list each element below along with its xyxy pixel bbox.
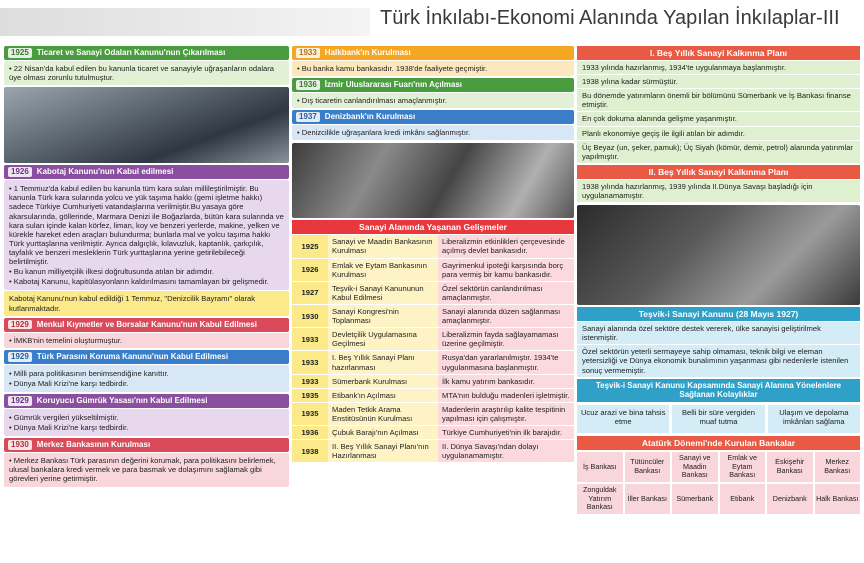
event-name: Teşvik-i Sanayi Kanununun Kabul Edilmesi	[328, 282, 438, 304]
event-year: 1935	[292, 389, 328, 402]
section-header	[292, 78, 574, 92]
event-row	[292, 351, 574, 373]
event-year: 1933	[292, 328, 328, 350]
section-header	[292, 110, 574, 124]
event-desc: Türkiye Cumhuriyeti'nin ilk barajıdır.	[438, 426, 574, 439]
event-year: 1925	[292, 235, 328, 257]
paragraph: • Kabotaj Kanunu, kapitülasyonların kaldırılmasını tamamlayan bir gelişmedir.	[9, 277, 269, 287]
year: 1930	[8, 440, 32, 450]
year: 1926	[8, 167, 32, 177]
event-name: Maden Tetkik Arama Enstitüsünün Kurulması	[328, 403, 438, 425]
event-year: 1930	[292, 305, 328, 327]
event-name: Sanayi Kongresi'nin Toplanması	[328, 305, 438, 327]
title-banner	[0, 8, 370, 36]
event-name: Devletçilik Uygulamasına Geçilmesi	[328, 328, 438, 350]
section-header	[4, 438, 289, 452]
event-name: Sanayi ve Maadin Bankasının Kurulması	[328, 235, 438, 257]
event-name: Emlak ve Eytam Bankasının Kurulması	[328, 259, 438, 281]
section-text: • Dış ticaretin canlandırılması amaçlanmıştır.	[292, 93, 574, 108]
event-desc: Madenlerin araştırılıp kalite tespitinin yapılması için çalışmıştır.	[438, 403, 574, 425]
event-row	[292, 389, 574, 402]
section-text: • Bu banka kamu bankasıdır. 1938'de faaliyete geçmiştir.	[292, 61, 574, 76]
section-body	[4, 409, 289, 436]
year: 1937	[296, 112, 320, 122]
event-name: II. Beş Yıllık Sanayi Planı'nın Hazırlanması	[328, 440, 438, 462]
section-title: Kabotaj Kanunu'nun Kabul edilmesi	[36, 167, 174, 177]
event-desc: Sanayi alanında düzen sağlanması amaçlanmıştır.	[438, 305, 574, 327]
event-name: Sümerbank Kurulması	[328, 375, 438, 388]
tesvik-title: Teşvik-i Sanayi Kanunu (28 Mayıs 1927)	[577, 307, 860, 321]
section-text: • 22 Nisan'da kabul edilen bu kanunla ticaret ve sanayiyle uğraşanların odalara üye olması zorunlu tutulmuştur.	[4, 61, 289, 85]
section-header	[4, 350, 289, 364]
section-title: Menkul Kıymetler ve Borsalar Kanunu'nun Kabul Edilmesi	[36, 319, 257, 329]
section-title: Halkbank'ın Kurulması	[324, 48, 411, 58]
year: 1933	[296, 48, 320, 58]
event-row	[292, 282, 574, 304]
event-desc: İlk kamu yatırım bankasıdır.	[438, 375, 574, 388]
bank-cell: Tütüncüler Bankası	[625, 452, 671, 482]
kolaylik-item: Belli bir süre vergiden muaf tutma	[672, 405, 764, 433]
event-row	[292, 235, 574, 257]
year: 1925	[8, 48, 32, 58]
section-header	[4, 394, 289, 408]
note-box: Kabotaj Kanunu'nun kabul edildiği 1 Temmuz, "Denizcilik Bayramı" olarak kutlanmaktadır.	[4, 291, 289, 315]
section-body	[4, 365, 289, 392]
event-desc: Liberalizmin etkinlikleri çerçevesinde açılmış devlet bankasıdır.	[438, 235, 574, 257]
section-title: Merkez Bankasının Kurulması	[36, 440, 151, 450]
kolaylik-item: Ulaşım ve depolama imkânları sağlama	[768, 405, 860, 433]
paragraph: • Dünya Mali Krizi'ne karşı tedbirdir.	[9, 378, 129, 388]
year: 1929	[8, 396, 32, 406]
plan1-item: 1938 yılına kadar sürmüştür.	[577, 75, 860, 88]
events-title: Sanayi Alanında Yaşanan Gelişmeler	[292, 220, 574, 234]
paragraph: • Milli para politikasının benimsendiğine kanıttır.	[9, 368, 169, 378]
bank-cell: Sümerbank	[672, 484, 718, 514]
bank-cell: İller Bankası	[625, 484, 671, 514]
event-year: 1938	[292, 440, 328, 462]
event-desc: II. Dünya Savaşı'ndan dolayı uygulanamamıştır.	[438, 440, 574, 462]
year: 1929	[8, 352, 32, 362]
section-header	[4, 165, 289, 179]
bank-cell: Sanayi ve Maadin Bankası	[672, 452, 718, 482]
year: 1929	[8, 320, 32, 330]
right-column	[577, 44, 860, 514]
section-header	[4, 318, 289, 332]
bank-cell: Etibank	[720, 484, 766, 514]
event-row	[292, 259, 574, 281]
plan1-item: Bu dönemde yatırımların önemli bir bölümünü Sümerbank ve İş Bankası finanse etmiştir.	[577, 89, 860, 111]
section-text: • Merkez Bankası Türk parasının değerini korumak, para politikasını belirlemek, ulusal bankalara kredi vermek ve para basmak ve dolaşımını sağlamak gibi görevleri yerine getirmiştir.	[4, 453, 289, 486]
section-title: Denizbank'ın Kurulması	[324, 112, 416, 122]
event-desc: MTA'nın bulduğu madenleri işletmiştir.	[438, 389, 574, 402]
middle-column	[292, 44, 574, 462]
plan1-item: En çok dokuma alanında gelişme yaşanmıştır.	[577, 112, 860, 125]
paragraph: • Gümrük vergileri yükseltilmiştir.	[9, 412, 119, 422]
tesvik-list	[577, 322, 860, 377]
event-desc: Rusya'dan yararlanılmıştır. 1934'te uygulanmasına başlanmıştır.	[438, 351, 574, 373]
event-row	[292, 305, 574, 327]
event-name: Etibank'ın Açılması	[328, 389, 438, 402]
tesvik-item: Sanayi alanında özel sektöre destek vererek, ülke sanayisi geliştirilmek istenmiştir.	[577, 322, 860, 344]
event-year: 1936	[292, 426, 328, 439]
events-table	[292, 235, 574, 462]
event-row	[292, 426, 574, 439]
paragraph: • Dünya Mali Krizi'ne karşı tedbirdir.	[9, 423, 129, 433]
plan1-item: 1933 yılında hazırlanmış, 1934'te uygulanmaya başlanmıştır.	[577, 61, 860, 74]
factory-photo	[292, 143, 574, 218]
bank-cell: Merkez Bankası	[815, 452, 861, 482]
section-body	[4, 180, 289, 290]
paragraph: • 1 Temmuz'da kabul edilen bu kanunla tüm kara suları millileştirilmiştir. Bu kanunla Türk kara sularında yolcu ve yük taşıma hakkı (gemi işletme hakkı) sadece Türkiye Cumhuriyeti vatandaşlarına verilmiştir.Bu yasaya göre akarsularında, göllerinde, Marmara Denizi ile Boğazlarda, bütün kara sularında ve kara suları içinde kalan körfez, liman, koy ve benzeri yerlerde, makine, yelken ve kürekle hareket eden araçları bulundurma; bunlarla mal ve yolcu taşıma hakkı Türk yurttaşlarına verilmiştir. Ayrıca dalgıçlık, kılavuzluk, kaptanlık, çarkçılık, tayfalık ve benzeri mesleklerin Türk yurttaşlarına yerine getirilebileceği belirtilmiştir.	[9, 184, 284, 267]
left-column	[4, 44, 289, 487]
section-title: İzmir Uluslararası Fuarı'nın Açılması	[324, 80, 463, 90]
section-title: Türk Parasını Koruma Kanunu'nun Kabul Edilmesi	[36, 351, 229, 361]
paragraph: • Bu kanun milliyetçilik ilkesi doğrultusunda atılan bir adımdır.	[9, 267, 214, 277]
bank-cell: Denizbank	[767, 484, 813, 514]
event-desc: Özel sektörün canlandırılması amaçlanmıştır.	[438, 282, 574, 304]
plan1-list	[577, 61, 860, 163]
banks-grid	[577, 452, 860, 514]
event-row	[292, 375, 574, 388]
event-row	[292, 328, 574, 350]
event-desc: Liberalizmin fayda sağlayamaması üzerine geçilmiştir.	[438, 328, 574, 350]
event-row	[292, 440, 574, 462]
banks-title: Atatürk Dönemi'nde Kurulan Bankalar	[577, 436, 860, 450]
kolayliklar-list	[577, 405, 860, 433]
bank-cell: Emlak ve Eytam Bankası	[720, 452, 766, 482]
event-year: 1927	[292, 282, 328, 304]
year: 1936	[296, 80, 320, 90]
section-text: • Denizcilikle uğraşanlara kredi imkânı sağlanmıştır.	[292, 125, 574, 140]
plan2-title: II. Beş Yıllık Sanayi Kalkınma Planı	[577, 165, 860, 179]
event-year: 1933	[292, 351, 328, 373]
plan1-title: I. Beş Yıllık Sanayi Kalkınma Planı	[577, 46, 860, 60]
page-title: Türk İnkılabı-Ekonomi Alanında Yapılan İnkılaplar-III	[380, 7, 840, 29]
event-year: 1926	[292, 259, 328, 281]
section-title: Koruyucu Gümrük Yasası'nın Kabul Edilmesi	[36, 396, 208, 406]
bank-cell: İş Bankası	[577, 452, 623, 482]
plan1-item: Planlı ekonomiye geçiş ile ilgili atılan bir adımdır.	[577, 127, 860, 140]
event-year: 1935	[292, 403, 328, 425]
event-name: Çubuk Barajı'nın Açılması	[328, 426, 438, 439]
bank-cell: Halk Bankası	[815, 484, 861, 514]
event-name: I. Beş Yıllık Sanayi Planı hazırlanması	[328, 351, 438, 373]
section-header	[4, 46, 289, 60]
bank-cell: Zonguldak Yatırım Bankası	[577, 484, 623, 514]
bank-cell: Eskişehir Bankası	[767, 452, 813, 482]
ships-photo	[4, 87, 289, 163]
kolayliklar-title: Teşvik-i Sanayi Kanunu Kapsamında Sanayi Alanına Yönelenlere Sağlanan Kolaylıklar	[577, 379, 860, 402]
kolaylik-item: Ucuz arazi ve bina tahsis etme	[577, 405, 669, 433]
ataturk-photo	[577, 205, 860, 305]
tesvik-item: Özel sektörün yeterli sermayeye sahip olmaması, teknik bilgi ve eleman yetersizliği ve Dünya ekonomik bunalımının yaşanması gibi nedenlerle istenilen sonuç vermemiştir.	[577, 345, 860, 376]
plan2-text: 1938 yılında hazırlanmış, 1939 yılında II.Dünya Savaşı başladığı için uygulanamamıştır.	[577, 180, 860, 202]
section-text: • İMKB'nin temelini oluşturmuştur.	[4, 333, 289, 348]
event-year: 1933	[292, 375, 328, 388]
event-desc: Gayrimenkul ipoteği karşısında borç para vermiş bir kamu bankasıdır.	[438, 259, 574, 281]
section-header	[292, 46, 574, 60]
plan1-item: Üç Beyaz (un, şeker, pamuk); Üç Siyah (kömür, demir, petrol) alanında yatırımlar yapılmıştır.	[577, 141, 860, 163]
section-title: Ticaret ve Sanayi Odaları Kanunu'nun Çıkarılması	[36, 48, 226, 58]
event-row	[292, 403, 574, 425]
